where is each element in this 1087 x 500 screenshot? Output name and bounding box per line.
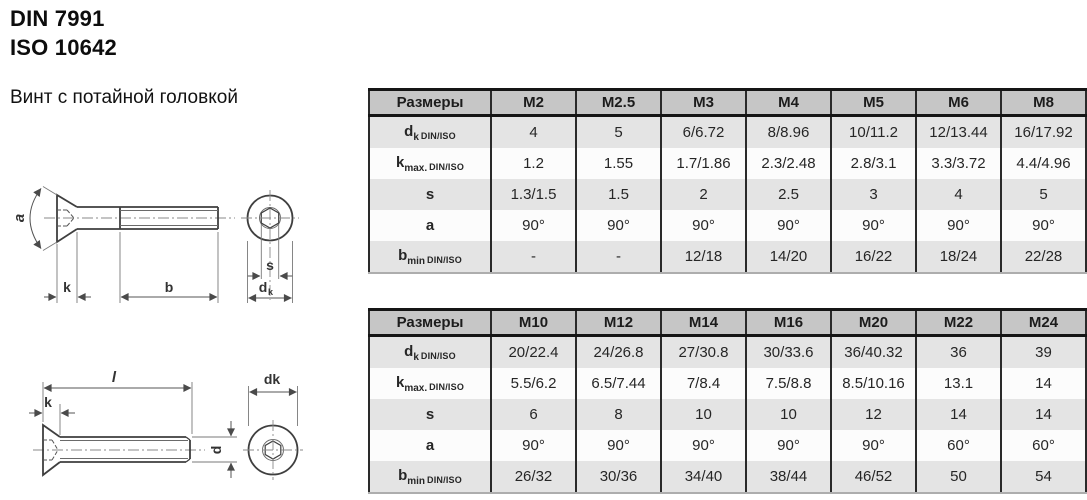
dim-label-thread-length: b (164, 279, 174, 295)
table-m10-m24 (368, 308, 1087, 494)
value-cell: 90° (491, 430, 576, 461)
value-cell: 38/44 (746, 461, 831, 493)
dim-label-head-angle: a (11, 213, 28, 223)
value-cell: 90° (746, 210, 831, 241)
row-label-standard-suffix: DIN/ISO (420, 130, 456, 141)
value-cell: 8.5/10.16 (831, 368, 916, 399)
value-cell: 18/24 (916, 241, 1001, 273)
value-cell: 90° (576, 430, 661, 461)
row-label-subscript: max. (404, 382, 428, 394)
header-cell-size: M12 (576, 310, 661, 336)
row-label-symbol: $d_k$ (404, 342, 419, 363)
spec-table-large-sizes (368, 308, 1087, 494)
value-cell: 20/22.4 (491, 336, 576, 369)
table-header (369, 310, 1086, 336)
value-cell: 39 (1001, 336, 1086, 369)
table-row (369, 336, 1086, 369)
value-cell: 90° (831, 430, 916, 461)
table-header (369, 90, 1086, 116)
header-cell-dimensions: Размеры (369, 90, 491, 116)
value-cell: 54 (1001, 461, 1086, 493)
screw-end-view (241, 190, 299, 303)
value-cell: 5 (1001, 179, 1086, 210)
value-cell: 3 (831, 179, 916, 210)
header-cell-size: M2 (491, 90, 576, 116)
header-cell-size: M10 (491, 310, 576, 336)
dim-label-head-dia: dk (263, 371, 281, 387)
header-cell-size: M20 (831, 310, 916, 336)
table-row (369, 368, 1086, 399)
row-label-subscript: k (413, 131, 419, 143)
row-label-subscript: max. (404, 162, 428, 174)
value-cell: 90° (746, 430, 831, 461)
row-label (369, 368, 491, 399)
dim-label-total-length: l (111, 369, 117, 386)
value-cell: 5.5/6.2 (491, 368, 576, 399)
table-row (369, 179, 1086, 210)
value-cell: 50 (916, 461, 1001, 493)
screw-drawing-side-and-end-view (0, 158, 350, 308)
header-cell-size: M24 (1001, 310, 1086, 336)
row-label (369, 430, 491, 461)
screw-side-view-full (29, 369, 237, 478)
value-cell: 10 (746, 399, 831, 430)
value-cell: 60° (1001, 430, 1086, 461)
value-cell: 2.8/3.1 (831, 148, 916, 179)
value-cell: 90° (1001, 210, 1086, 241)
value-cell: 90° (916, 210, 1001, 241)
value-cell: 14/20 (746, 241, 831, 273)
value-cell: 22/28 (1001, 241, 1086, 273)
header-cell-size: M3 (661, 90, 746, 116)
row-label-standard-suffix: DIN/ISO (420, 350, 456, 361)
value-cell: 5 (576, 116, 661, 149)
header-cell-size: M4 (746, 90, 831, 116)
header-cell-size: M22 (916, 310, 1001, 336)
table-row (369, 148, 1086, 179)
row-label-symbol: $b_{min}$ (398, 466, 426, 487)
row-label-symbol: a (425, 217, 435, 234)
value-cell: 1.7/1.86 (661, 148, 746, 179)
row-label-standard-suffix: DIN/ISO (429, 381, 465, 392)
value-cell: 7.5/8.8 (746, 368, 831, 399)
value-cell: 2.3/2.48 (746, 148, 831, 179)
value-cell: 14 (916, 399, 1001, 430)
value-cell: 30/33.6 (746, 336, 831, 369)
spec-table-small-sizes (368, 88, 1087, 274)
standard-iso: ISO 10642 (10, 35, 117, 60)
header-cell-dimensions: Размеры (369, 310, 491, 336)
row-label (369, 461, 491, 493)
row-label (369, 241, 491, 273)
row-label-subscript: min (407, 255, 426, 267)
value-cell: 6/6.72 (661, 116, 746, 149)
screw-end-view-full (243, 371, 303, 480)
screw-drawing-length-view (0, 350, 350, 500)
value-cell: 10/11.2 (831, 116, 916, 149)
standard-din: DIN 7991 (10, 6, 105, 31)
row-label-subscript: min (407, 475, 426, 487)
value-cell: 36/40.32 (831, 336, 916, 369)
value-cell: 12/13.44 (916, 116, 1001, 149)
value-cell: 6 (491, 399, 576, 430)
value-cell: 60° (916, 430, 1001, 461)
title-block (10, 4, 238, 109)
table-row (369, 461, 1086, 493)
table-body (369, 116, 1086, 274)
row-label-symbol: $k_{max.}$ (395, 373, 428, 394)
value-cell: 26/32 (491, 461, 576, 493)
value-cell: 34/40 (661, 461, 746, 493)
table-row (369, 430, 1086, 461)
value-cell: 12/18 (661, 241, 746, 273)
value-cell: 7/8.4 (661, 368, 746, 399)
row-label (369, 148, 491, 179)
value-cell: 14 (1001, 368, 1086, 399)
dim-label-thread-dia: d (208, 445, 224, 455)
table-row (369, 210, 1086, 241)
row-label-symbol: s (425, 406, 435, 423)
value-cell: 24/26.8 (576, 336, 661, 369)
table-row (369, 399, 1086, 430)
row-label-standard-suffix: DIN/ISO (429, 161, 465, 172)
value-cell: 46/52 (831, 461, 916, 493)
value-cell: 4.4/4.96 (1001, 148, 1086, 179)
dim-label-head-height: k (44, 394, 52, 410)
header-cell-size: M6 (916, 90, 1001, 116)
value-cell: - (576, 241, 661, 273)
row-label-symbol: $k_{max.}$ (395, 153, 428, 174)
row-label (369, 210, 491, 241)
value-cell: 4 (916, 179, 1001, 210)
row-label-symbol: s (425, 186, 435, 203)
value-cell: 13.1 (916, 368, 1001, 399)
row-label-standard-suffix: DIN/ISO (427, 254, 462, 265)
header-cell-size: M14 (661, 310, 746, 336)
row-label-symbol: $b_{min}$ (398, 246, 426, 267)
value-cell: 10 (661, 399, 746, 430)
row-label (369, 336, 491, 369)
value-cell: 36 (916, 336, 1001, 369)
value-cell: 3.3/3.72 (916, 148, 1001, 179)
header-cell-size: M8 (1001, 90, 1086, 116)
header-cell-size: M16 (746, 310, 831, 336)
header-row (369, 90, 1086, 116)
value-cell: 8 (576, 399, 661, 430)
value-cell: 90° (491, 210, 576, 241)
value-cell: 90° (661, 430, 746, 461)
row-label (369, 179, 491, 210)
header-cell-size: M2.5 (576, 90, 661, 116)
value-cell: 2 (661, 179, 746, 210)
value-cell: 12 (831, 399, 916, 430)
row-label-symbol: a (425, 437, 435, 454)
dim-label-head-dia-base: d (258, 279, 268, 295)
value-cell: 1.5 (576, 179, 661, 210)
row-label-standard-suffix: DIN/ISO (427, 474, 462, 485)
dim-label-socket-size: s (266, 257, 274, 273)
value-cell: 90° (576, 210, 661, 241)
value-cell: 8/8.96 (746, 116, 831, 149)
value-cell: 16/22 (831, 241, 916, 273)
screw-side-view (11, 187, 235, 304)
table-row (369, 241, 1086, 273)
value-cell: 14 (1001, 399, 1086, 430)
value-cell: 1.55 (576, 148, 661, 179)
row-label (369, 116, 491, 149)
value-cell: 16/17.92 (1001, 116, 1086, 149)
header-row (369, 310, 1086, 336)
value-cell: 1.2 (491, 148, 576, 179)
row-label (369, 399, 491, 430)
value-cell: 4 (491, 116, 576, 149)
value-cell: 90° (831, 210, 916, 241)
header-cell-size: M5 (831, 90, 916, 116)
row-label-symbol: $d_k$ (404, 122, 419, 143)
value-cell: 6.5/7.44 (576, 368, 661, 399)
value-cell: 2.5 (746, 179, 831, 210)
value-cell: - (491, 241, 576, 273)
value-cell: 30/36 (576, 461, 661, 493)
value-cell: 27/30.8 (661, 336, 746, 369)
dim-label-head-height: k (63, 279, 71, 295)
row-label-subscript: k (413, 351, 419, 363)
table-row (369, 116, 1086, 149)
table-m2-m8 (368, 88, 1087, 274)
value-cell: 1.3/1.5 (491, 179, 576, 210)
dim-label-head-dia-sub: k (268, 287, 274, 297)
value-cell: 90° (661, 210, 746, 241)
table-body (369, 336, 1086, 494)
product-name: Винт с потайной головкой (10, 87, 238, 108)
